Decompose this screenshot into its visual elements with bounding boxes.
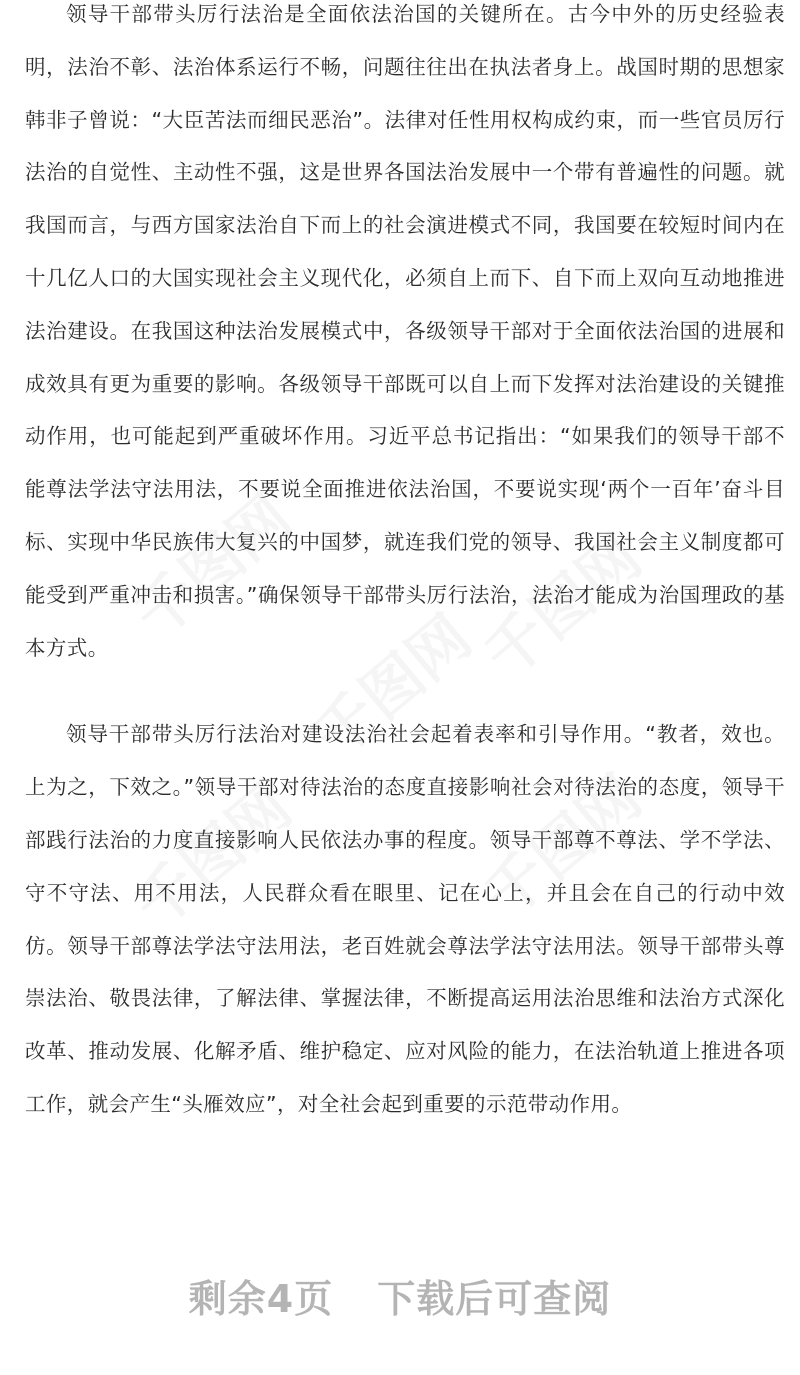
article-body xyxy=(25,0,785,1131)
paragraph-2: 领导干部带头厉行法治对建设法治社会起着表率和引导作用。“教者，效也。上为之，下效之。”领导干部对待法治的态度直接影响社会对待法治的态度，领导干部践行法治的力度直接影响人民依法办事的程度。领导干部尊不尊法、学不学法、守不守法、用不用法，人民群众看在眼里、记在心上，并且会在自己的行动中效仿。领导干部尊法学法守法用法，老百姓就会尊法学法守法用法。领导干部带头尊崇法治、敬畏法律，了解法律、掌握法律，不断提高运用法治思维和法治方式深化改革、推动发展、化解矛盾、维护稳定、应对风险的能力，在法治轨道上推进各项工作，就会产生“头雁效应”，对全社会起到重要的示范带动作用。 xyxy=(25,722,785,1116)
download-to-view-label: 下载后可查阅 xyxy=(377,1277,612,1321)
watermark: 千图网 xyxy=(471,762,655,932)
paragraph-1: 领导干部带头厉行法治是全面依法治国的关键所在。古今中外的历史经验表明，法治不彰、法治体系运行不畅，问题往往出在执法者身上。战国时期的思想家韩非子曾说：“大臣苦法而细民恶治”。法律对任性用权构成约束，而一些官员厉行法治的自觉性、主动性不强，这是世界各国法治发展中一个带有普遍性的问题。就我国而言，与西方国家法治自下而上的社会演进模式不同，我国要在较短时间内在十几亿人口的大国实现社会主义现代化，必须自上而下、自下而上双向互动地推进法治建设。在我国这种法治发展模式中，各级领导干部对于全面依法治国的进展和成效具有更为重要的影响。各级领导干部既可以自上而下发挥对法治建设的关键推动作用，也可能起到严重破坏作用。习近平总书记指出：“如果我们的领导干部不能尊法学法守法用法，不要说全面推进依法治国，不要说实现‘两个一百年’奋斗目标、实现中华民族伟大复兴的中国梦，就连我们党的领导、我国社会主义制度都可能受到严重冲击和损害。”确保领导干部带头厉行法治，法治才能成为治国理政的基本方式。 xyxy=(25,2,785,660)
watermark: 千图网 xyxy=(471,522,655,692)
watermark: 千图网 xyxy=(301,602,485,772)
remaining-pages-label: 剩余4页 xyxy=(188,1277,334,1321)
watermark: 千图网 xyxy=(121,482,305,652)
paywall-notice[interactable] xyxy=(0,1268,800,1323)
watermark: 千图网 xyxy=(121,772,305,942)
